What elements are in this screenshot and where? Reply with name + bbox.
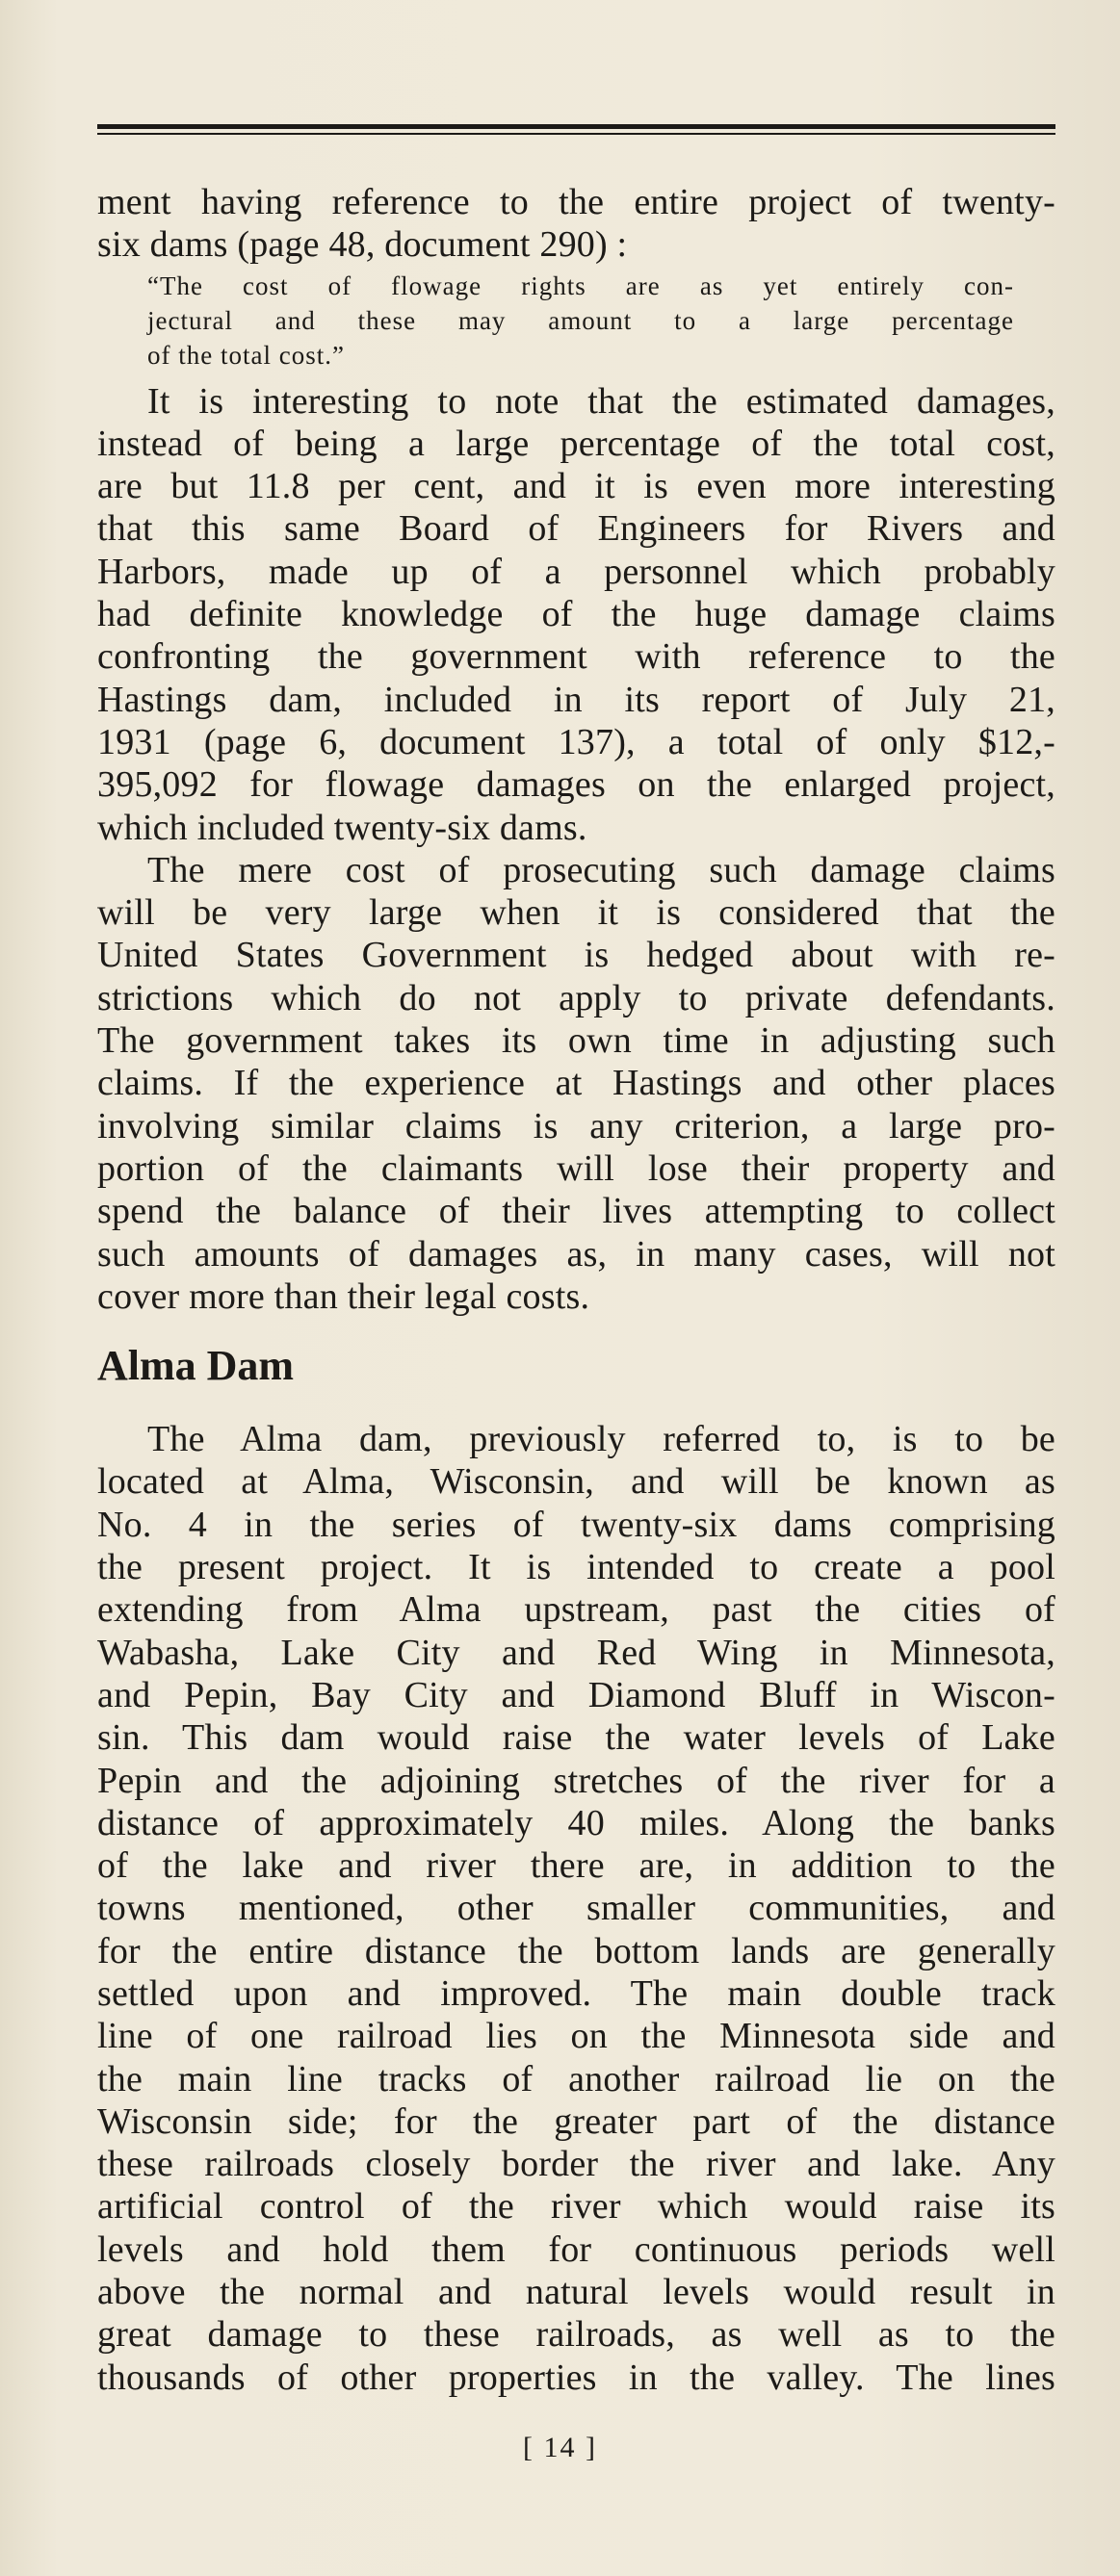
text-line: claims. If the experience at Hastings and other places [97, 1063, 1055, 1104]
text-line: the present project. It is intended to create a pool [97, 1547, 1055, 1588]
text-line: that this same Board of Engineers for Rivers and [97, 508, 1055, 550]
top-rule [97, 124, 1055, 129]
text-line: of the lake and river there are, in addition to the [97, 1845, 1055, 1887]
text-line: six dams (page 48, document 290) : [97, 224, 628, 266]
text-line: Wabasha, Lake City and Red Wing in Minnesota, [97, 1632, 1055, 1673]
text-line: above the normal and natural levels would result in [97, 2272, 1055, 2313]
text-line: It is interesting to note that the estimated damages, [147, 380, 1055, 422]
paragraph-continued [97, 181, 1055, 267]
paragraph-alma-dam [97, 1418, 1055, 2399]
text-line: Wisconsin side; for the greater part of the distance [97, 2100, 1055, 2142]
text-line: ment having reference to the entire project of twenty- [97, 182, 1055, 222]
text-line: spend the balance of their lives attempting to collect [97, 1191, 1055, 1232]
text-line: portion of the claimants will lose their property and [97, 1147, 1055, 1189]
text-line: sin. This dam would raise the water levels of Lake [97, 1717, 1055, 1759]
text-line: Harbors, made up of a personnel which probably [97, 551, 1055, 592]
block-quote [97, 269, 1014, 373]
text-line: instead of being a large percentage of the total cost, [97, 423, 1055, 464]
quote-line: of the total cost.” [147, 340, 345, 370]
text-line: 395,092 for flowage damages on the enlarged project, [97, 764, 1055, 806]
text-line: and Pepin, Bay City and Diamond Bluff in Wiscon- [97, 1674, 1055, 1715]
text-line: No. 4 in the series of twenty-six dams comprising [97, 1504, 1055, 1545]
text-line: great damage to these railroads, as well as to the [97, 2314, 1055, 2356]
text-line: such amounts of damages as, in many cases, will not [97, 1233, 1055, 1275]
text-line: had definite knowledge of the huge damage claims [97, 594, 1055, 635]
section-heading: Alma Dam [97, 1342, 295, 1390]
text-line: are but 11.8 per cent, and it is even more interesting [97, 466, 1055, 507]
text-line: United States Government is hedged about with re- [97, 935, 1055, 976]
text-line: the main line tracks of another railroad lie on the [97, 2058, 1055, 2099]
text-line: thousands of other properties in the valley. The lines [97, 2357, 1055, 2398]
text-line: for the entire distance the bottom lands are generally [97, 1930, 1055, 1971]
text-line: The mere cost of prosecuting such damage claims [147, 849, 1055, 890]
text-line: artificial control of the river which would raise its [97, 2186, 1055, 2228]
text-line: cover more than their legal costs. [97, 1275, 590, 1317]
text-line: confronting the government with reference to the [97, 636, 1055, 678]
text-line: Pepin and the adjoining stretches of the river for a [97, 1760, 1055, 1801]
page-body [97, 181, 1055, 2399]
text-line: these railroads closely border the river and lake. Any [97, 2144, 1055, 2185]
text-line: extending from Alma upstream, past the cities of [97, 1589, 1055, 1631]
top-rule-thin [97, 133, 1055, 135]
text-line: involving similar claims is any criterion, a large pro- [97, 1105, 1055, 1146]
text-line: located at Alma, Wisconsin, and will be known as [97, 1461, 1055, 1503]
paragraph-estimated-damages [97, 380, 1055, 849]
text-line: will be very large when it is considered that the [97, 892, 1055, 934]
quote-line: jectural and these may amount to a large percentage [147, 305, 1014, 335]
text-line: which included twenty-six dams. [97, 807, 587, 848]
text-line: The government takes its own time in adjusting such [97, 1020, 1055, 1062]
page-number: [ 14 ] [523, 2432, 597, 2463]
text-line: settled upon and improved. The main double track [97, 1972, 1055, 2014]
text-line: Hastings dam, included in its report of July 21, [97, 679, 1055, 720]
text-line: 1931 (page 6, document 137), a total of only $12,- [97, 721, 1055, 762]
text-line: strictions which do not apply to private defendants. [97, 977, 1055, 1018]
text-line: levels and hold them for continuous periods well [97, 2228, 1055, 2270]
text-line: The Alma dam, previously referred to, is to be [147, 1419, 1055, 1460]
quote-line: “The cost of flowage rights are as yet entirely con- [147, 270, 1014, 300]
paragraph-prosecuting-claims [97, 849, 1055, 1318]
text-line: line of one railroad lies on the Minnesota side and [97, 2016, 1055, 2057]
text-line: distance of approximately 40 miles. Along the banks [97, 1802, 1055, 1843]
text-line: towns mentioned, other smaller communities, and [97, 1888, 1055, 1929]
